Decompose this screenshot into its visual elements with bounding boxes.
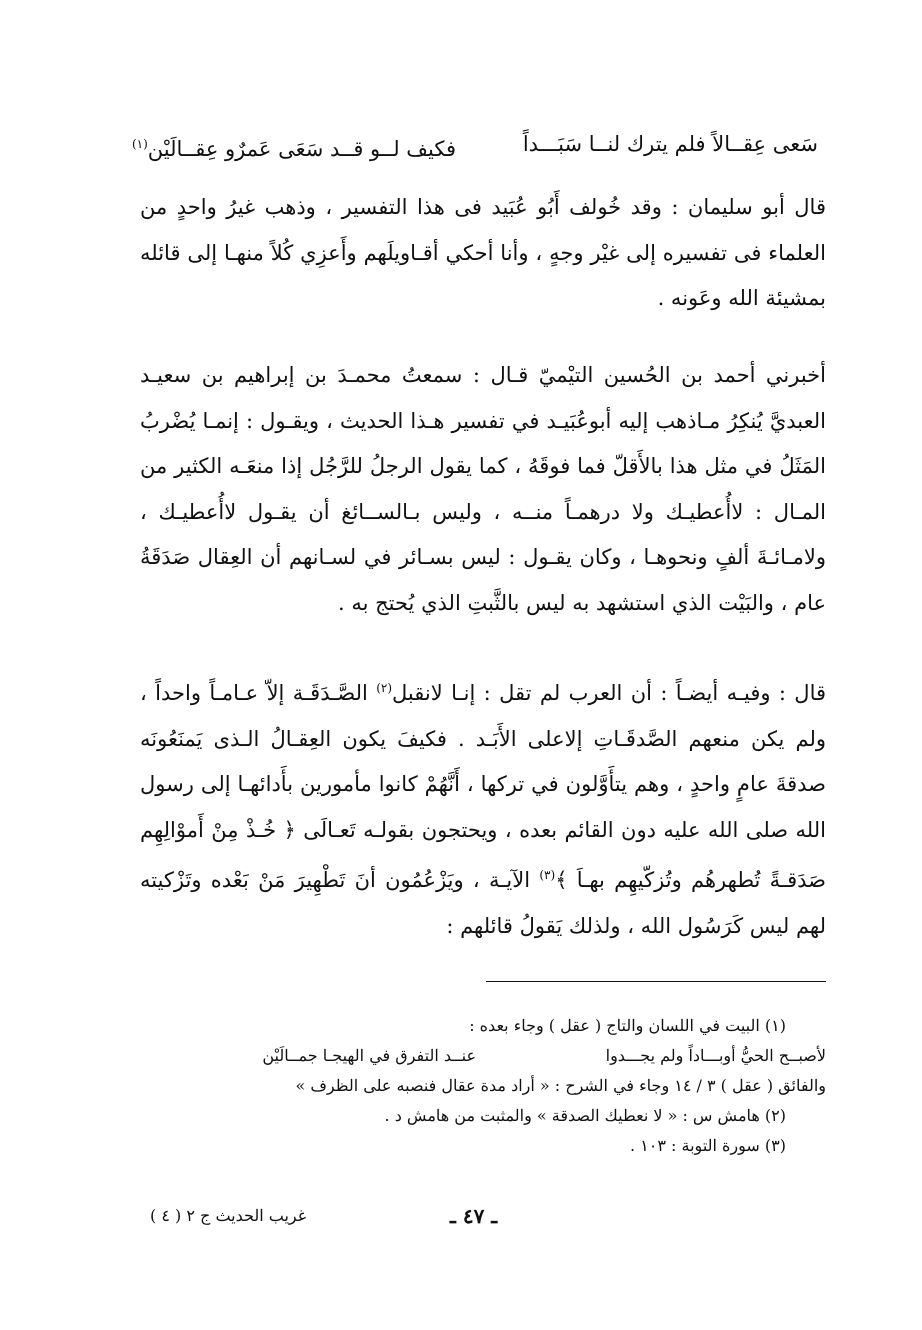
footnote-separator [486, 981, 826, 982]
footnote-3: (٣) سورة التوبة : ١٠٣ . [630, 1136, 786, 1155]
footnote-1-intro: (١) البيت في اللسان والتاج ( عقل ) وجاء بعده : [469, 1016, 786, 1035]
footnotes [160, 1011, 826, 1161]
page-footer [150, 1196, 550, 1236]
paragraph-al-taymi: أخبرني أحمد بن الحُسين التيْميّ قـال : سمعتُ محمـدَ بن إبراهيم بن سعيـد العبديَّ يُنكِرُ مـاذهب إليه أبوعُبَيـد في تفسير هـذا الحديث ، ويقـول : إنمـا يُضْربُ المَثَلُ في مثل هذا بالأَقلّ فما فوقَهُ ، كما يقول الرجلُ للرَّجُل إذا منعَـه الكثير من المـال : لاأُعطيـك ولا درهمـاً منــه ، وليس بـالســائغ أن يقـول لاأُعطيـك ، ولامـائـةَ ألفٍ ونحوهـا ، وكان يقـول : ليس بسـائر في لسـانهم أن العِقال صَدَقَةُ عام ، والبَيْت الذي استشهد به ليس بالثَّبتِ الذي يُحتج به . [140, 363, 826, 615]
footnote-2: (٢) هامش س : « لا نعطيك الصدقة » والمثبت من هامش د . [384, 1106, 786, 1125]
footnote-marker: (٢) [376, 681, 393, 695]
footnote-verse-second: عنــد التفرق في الهيجـا جمــالَيْن [262, 1046, 476, 1065]
verse-line [128, 124, 818, 164]
verse-hemistich-first: سَعى عِقــالاً فلم يترك لنــا سَبَـــداً [522, 132, 818, 156]
footnote-1-verse [160, 1041, 826, 1071]
paragraph-abu-sulayman: قال أبو سليمان : وقد خُولف أَبُو عُبَيد فى هذا التفسير ، وذهب غيرُ واحدٍ من العلماء فى تفسيره إلى غيْر وجهٍ ، وأنا أحكي أقـاويلَهم وأَعزِي كُلاً منهـا إلى قائله بمشيئة الله وعَونه . [140, 195, 826, 310]
footnote-verse-first: لأصبــح الحيُّ أوبـــاداً ولم يجـــدوا [605, 1046, 826, 1065]
footnote-marker: (٣) [539, 868, 556, 882]
book-title: غريب الحديث ج ٢ ( ٤ ) [150, 1206, 307, 1225]
paragraph-arab-custom: قال : وفيـه أيضـاً : أن العرب لم تقل : إنـا لانقبل$^{(٢)}$ الصَّـدَقَـة إلاّ عـامـاً واحداً ، ولم يكن منعهم الصَّدقَـاتِ إلاعلى الأَبَـد . فكيفَ يكون العِقـالُ الـذى يَمنَعُونَه صدقةَ عامٍ واحدٍ ، وهم يتأَوَّلون في تركها ، أَنَّهُمْ كانوا مأمورين بأَدائهـا إلى رسول الله صلى الله عليه دون القائم بعده ، ويحتجون بقولـه تَعـالَى ﴿ خُـذْ مِنْ أَموْالِهِم صَدَقـةً تُطهرهُم وتُزكّيهِم بهـاَ ﴾$^{(٣)}$ الآيـة ، ويَزْعُمُون أنَ تَطْهِيرَ مَنْ بَعْده وتَزْكيته لهم ليس كَرَسُول الله ، ولذلك يَقولُ قائلهم : [140, 681, 827, 938]
verse-hemistich-second: فكيف لــو قــد سَعَى عَمرٌو عِقــالَيْن$^{(١)}$ [131, 137, 456, 161]
footnote-marker: (١) [131, 137, 148, 151]
page-number: ـ ٤٧ ـ [450, 1204, 498, 1228]
footnote-1-source: والفائق ( عقل ) ٣ / ١٤ وجاء في الشرح : « أراد مدة عقال فنصبه على الظرف » [295, 1076, 826, 1095]
